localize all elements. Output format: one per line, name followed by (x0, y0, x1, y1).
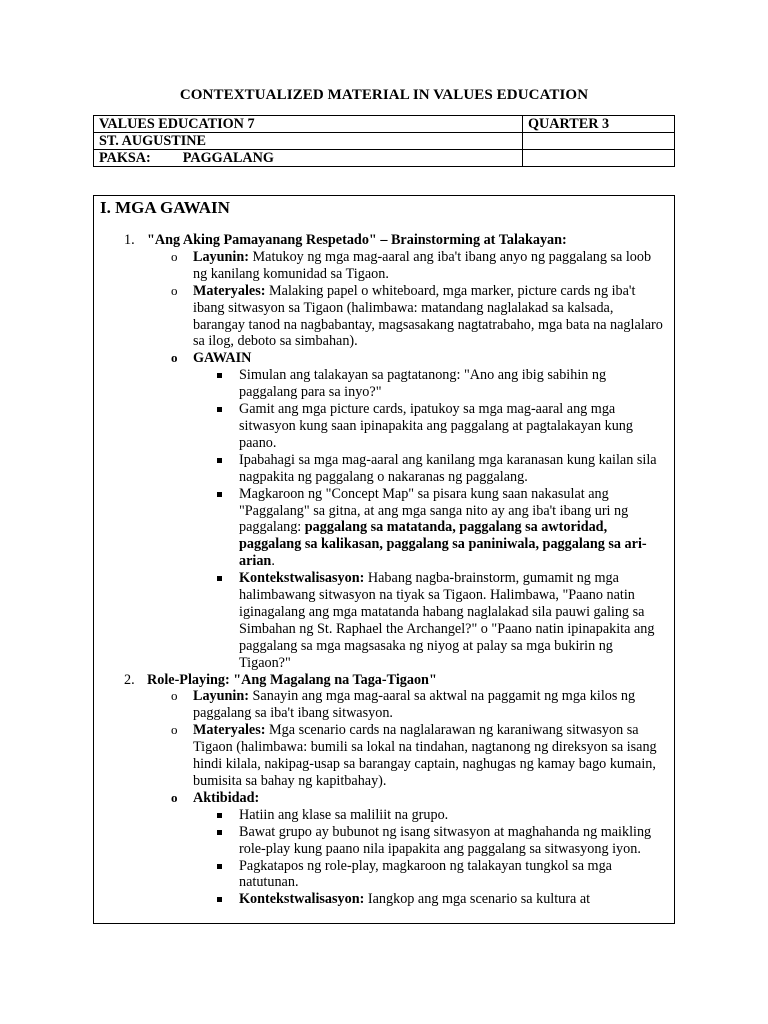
bullet-text: Ipabahagi sa mga mag-aaral ang kanilang mga karanasan kung kailan sila nagpakita ng paggalang o nakaranas ng paggalang. (239, 451, 657, 485)
activities-list (94, 232, 674, 908)
subitem-label: Materyales: (193, 722, 266, 739)
empty-cell (523, 150, 675, 167)
bullet-text: Iangkop ang mga scenario sa kultura at (364, 891, 591, 908)
bullet-item (94, 486, 674, 571)
subitem-label: GAWAIN (193, 350, 252, 367)
activity-item (94, 232, 674, 249)
circle-bullet-icon: o (171, 688, 178, 704)
bullet-text: Simulan ang talakayan sa pagtatanong: "Ano ang ibig sabihin ng paggalang para sa inyo?" (239, 367, 607, 401)
subject-cell: VALUES EDUCATION 7 (94, 116, 523, 133)
subitem (94, 790, 674, 807)
subitem (94, 283, 674, 351)
square-bullet-icon (217, 864, 222, 869)
paksa-label: PAKSA: (99, 150, 151, 166)
square-bullet-icon (217, 458, 222, 463)
section-heading: I. MGA GAWAIN (100, 198, 230, 217)
subitem (94, 350, 674, 367)
subitem-label: Materyales: (193, 282, 266, 299)
subitem-label: Layunin: (193, 248, 249, 265)
subitem-text: Matukoy ng mga mag-aaral ang iba't ibang anyo ng paggalang sa loob ng kanilang komunidad sa Tigaon. (193, 248, 652, 282)
subitem (94, 722, 674, 790)
bullet-label: Kontekstwalisasyon: (239, 570, 365, 587)
header-row-paksa (94, 150, 675, 167)
bullet-text: Bawat grupo ay bubunot ng isang sitwasyon at maghahanda ng maikling role-play kung paano nila ipapakita ang paggalang sa sitwasyong iyon. (239, 823, 652, 857)
circle-bullet-icon: o (171, 282, 178, 298)
quarter-cell: QUARTER 3 (523, 116, 675, 133)
header-row-subject (94, 116, 675, 133)
document-title: CONTEXTUALIZED MATERIAL IN VALUES EDUCATION (179, 87, 589, 103)
section-cell: ST. AUGUSTINE (94, 133, 523, 150)
empty-cell (523, 133, 675, 150)
subitem (94, 688, 674, 722)
subitem-text: Malaking papel o whiteboard, mga marker, picture cards ng iba't ibang sitwasyon sa Tigaon (halimbawa: matandang naglalakad sa kalsada, barangay tanod na nagbabantay, magsasakang nagtatrabaho, mga bata na naglalaro sa ilog, deboto sa simbahan). (193, 282, 663, 350)
subitem-text: Sanayin ang mga mag-aaral sa aktwal na paggamit ng mga kilos ng paggalang sa iba't ibang sitwasyon. (193, 688, 636, 722)
square-bullet-icon (217, 897, 222, 902)
bullet-item (94, 570, 674, 671)
activity-item (94, 672, 674, 689)
subitem-text: Mga scenario cards na naglalarawan ng karaniwang sitwasyon sa Tigaon (halimbawa: bumili sa lokal na tindahan, nagtanong ng direksyon sa isang hindi kilala, nakipag-usap sa barangay captain, naghugas ng kamay bago kumain, bumisita sa bahay ng kapitbahay). (193, 722, 657, 789)
bullet-item (94, 401, 674, 452)
subitem-label: Aktibidad: (193, 789, 260, 806)
bullet-item (94, 807, 674, 824)
bullet-text: Hatiin ang klase sa maliliit na grupo. (239, 806, 449, 823)
circle-bullet-icon: o (171, 248, 178, 264)
circle-bullet-icon: o (171, 350, 178, 366)
bullet-bold-text: paggalang sa matatanda, paggalang sa awtoridad, paggalang sa kalikasan, paggalang sa paniniwala, paggalang sa ari-arian (239, 519, 647, 570)
square-bullet-icon (217, 373, 222, 378)
bullet-item (94, 858, 674, 892)
bullet-item (94, 891, 674, 908)
square-bullet-icon (217, 407, 222, 412)
square-bullet-icon (217, 576, 222, 581)
bullet-text: Magkaroon ng "Concept Map" sa pisara kung saan nakasulat ang "Paggalang" sa gitna, at ang mga sanga nito ay ang iba't ibang uri ng paggalang: (239, 485, 629, 536)
circle-bullet-icon: o (171, 722, 178, 738)
activity-title: Role-Playing: "Ang Magalang na Taga-Tigaon" (147, 671, 437, 688)
bullet-text: Habang nagba-brainstorm, gumamit ng mga halimbawang sitwasyon na tiyak sa Tigaon. Halimbawa, "Paano natin iginagalang ang mga matatanda habang naglalakad sila pauwi galing sa Simbahan ng St. Raphael the Archangel?" o "Paano natin ipinapakita ang paggalang sa mga magsasaka ng niyog at palay sa mga bukirin ng Tigaon?" (239, 570, 655, 671)
bullet-item (94, 452, 674, 486)
bullet-label: Kontekstwalisasyon: (239, 891, 365, 908)
subitem-label: Layunin: (193, 688, 249, 705)
square-bullet-icon (217, 813, 222, 818)
subitem (94, 249, 674, 283)
activity-number: 1. (124, 232, 135, 248)
square-bullet-icon (217, 492, 222, 497)
bullet-text-end: . (271, 553, 275, 570)
bullet-text: Gamit ang mga picture cards, ipatukoy sa mga mag-aaral ang mga sitwasyon kung saan ipinapakita ang paggalang at pagtalakayan kung paano. (239, 401, 633, 451)
bullet-item (94, 367, 674, 401)
header-row-section (94, 133, 675, 150)
bullet-item (94, 824, 674, 858)
activities-box (93, 195, 675, 924)
activity-number: 2. (124, 671, 135, 688)
circle-bullet-icon: o (171, 789, 178, 805)
paksa-value: PAGGALANG (182, 150, 274, 166)
paksa-cell (94, 150, 523, 167)
bullet-text: Pagkatapos ng role-play, magkaroon ng talakayan tungkol sa mga natutunan. (239, 857, 612, 891)
square-bullet-icon (217, 830, 222, 835)
activity-title: "Ang Aking Pamayanang Respetado" – Brainstorming at Talakayan: (147, 232, 567, 248)
header-table (93, 115, 675, 167)
